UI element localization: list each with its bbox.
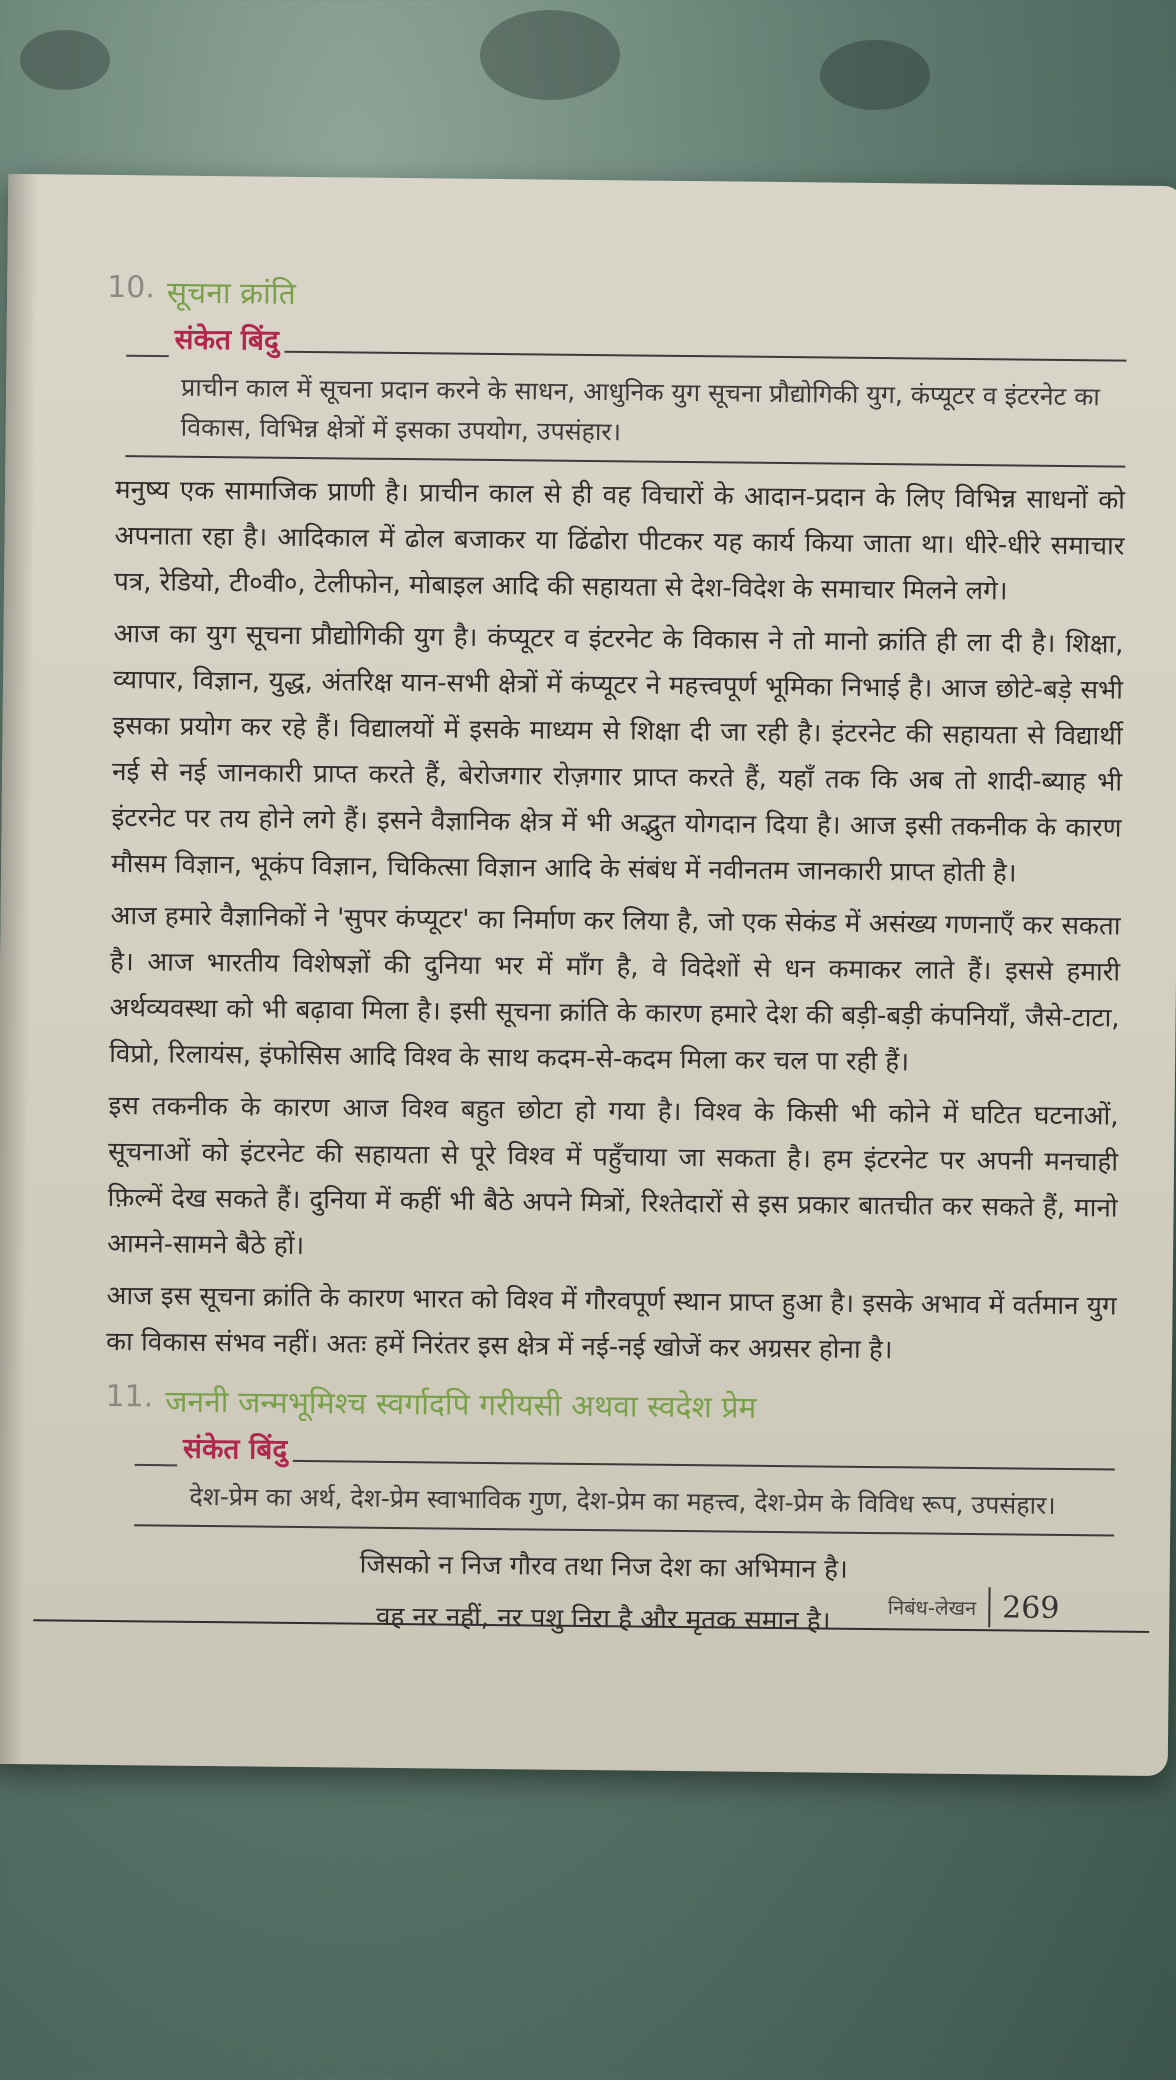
sanket-label: संकेत बिंदु: [174, 322, 280, 357]
quote-line: जिसको न निज गौरव तथा निज देश का अभिमान है।: [359, 1549, 848, 1585]
section-10-title: [107, 270, 1127, 322]
footer-label: निबंध-लेखन: [887, 1594, 977, 1620]
section-number: 10.: [106, 269, 156, 306]
dash: ___: [126, 324, 169, 358]
stain: [820, 40, 930, 110]
paragraph: आज का युग सूचना प्रौद्योगिकी युग है। कंप्यूटर व इंटरनेट के विकास ने तो मानो क्रांति ही ला दी है। शिक्षा, व्यापार, विज्ञान, युद्ध, अंतरिक्ष यान-सभी क्षेत्रों में कंप्यूटर ने महत्त्वपूर्ण भूमिका निभाई है। आज छोटे-बड़े सभी इसका प्रयोग कर रहे हैं। विद्यालयों में इसके माध्यम से शिक्षा दी जा रही है। इंटरनेट की सहायता से विद्यार्थी नई से नई जानकारी प्राप्त करते हैं, बेरोजगार रोज़गार प्राप्त करते हैं, यहाँ तक कि अब तो शादी-ब्याह भी इंटरनेट पर तय होने लगे हैं। इसने वैज्ञानिक क्षेत्र में भी अद्भुत योगदान दिया है। आज इसी तकनीक के कारण मौसम विज्ञान, भूकंप विज्ञान, चिकित्सा विज्ञान आदि के संबंध में नवीनतम जानकारी प्राप्त होती है।: [110, 619, 1124, 889]
sanket-label: संकेत बिंदु: [182, 1431, 288, 1466]
page-content: [93, 270, 1127, 1651]
quote-line: वह नर नहीं, नर पशु निरा है और मृतक समान है।: [375, 1601, 831, 1637]
paragraph: मनुष्य एक सामाजिक प्राणी है। प्राचीन काल से ही वह विचारों के आदान-प्रदान के लिए विभिन्न साधनों को अपनाता रहा है। आदिकाल में ढोल बजाकर या ढिंढोरा पीटकर यह कार्य किया जाता था। धीरे-धीरे समाचार पत्र, रेडियो, टी०वी०, टेलीफोन, मोबाइल आदि की सहायता से देश-विदेश के समाचार मिलने लगे।: [113, 475, 1126, 607]
paragraph: आज इस सूचना क्रांति के कारण भारत को विश्व में गौरवपूर्ण स्थान प्राप्त हुआ है। इसके अभाव में वर्तमान युग का विकास संभव नहीं। अतः हमें निरंतर इस क्षेत्र में नई-नई खोजें कर अग्रसर होना है।: [105, 1280, 1117, 1366]
section-11-title: [105, 1379, 1115, 1431]
dash: ___: [134, 1433, 178, 1467]
section-number: 11.: [105, 1378, 154, 1415]
book-page: [0, 174, 1176, 1776]
sanket-points: देश-प्रेम का अर्थ, देश-प्रेम स्वाभाविक गुण, देश-प्रेम का महत्त्व, देश-प्रेम के विविध रूप, उपसंहार।: [134, 1466, 1115, 1536]
footer-divider: [988, 1587, 990, 1627]
section-title-text: सूचना क्रांति: [166, 275, 296, 312]
section-title-text: जननी जन्मभूमिश्च स्वर्गादपि गरीयसी अथवा स्वदेश प्रेम: [165, 1384, 757, 1426]
stain: [480, 10, 620, 100]
sanket-points: प्राचीन काल में सूचना प्रदान करने के साधन, आधुनिक युग सूचना प्रौद्योगिकी युग, कंप्यूटर व इंटरनेट का विकास, विभिन्न क्षेत्रों में इसका उपयोग, उपसंहार।: [125, 357, 1126, 467]
paragraph: इस तकनीक के कारण आज विश्व बहुत छोटा हो गया है। विश्व के किसी भी कोने में घटित घटनाओं, सूचनाओं को इंटरनेट की सहायता से पूरे विश्व में पहुँचाया जा सकता है। हम इंटरनेट पर अपनी मनचाही फ़िल्में देख सकते हैं। दुनिया में कहीं भी बैठे अपने मित्रों, रिश्तेदारों से इस प्रकार बातचीत कर सकते हैं, मानो आमने-सामने बैठे हों।: [106, 1090, 1119, 1262]
footer-inner: [888, 1586, 1060, 1628]
paragraph: आज हमारे वैज्ञानिकों ने 'सुपर कंप्यूटर' का निर्माण कर लिया है, जो एक सेकंड में असंख्य गणनाएँ कर सकता है। आज भारतीय विशेषज्ञों की दुनिया भर में माँग है, वे विदेशों से धन कमाकर लाते हैं। इससे हमारी अर्थव्यवस्था को भी बढ़ावा मिला है। इसी सूचना क्रांति के कारण हमारे देश की बड़ी-बड़ी कंपनियाँ, जैसे-टाटा, विप्रो, रिलायंस, इंफोसिस आदि विश्व के साथ कदम-से-कदम मिला कर चल पा रही हैं।: [108, 900, 1121, 1078]
page-number: 269: [1001, 1589, 1060, 1626]
stain: [20, 30, 110, 90]
